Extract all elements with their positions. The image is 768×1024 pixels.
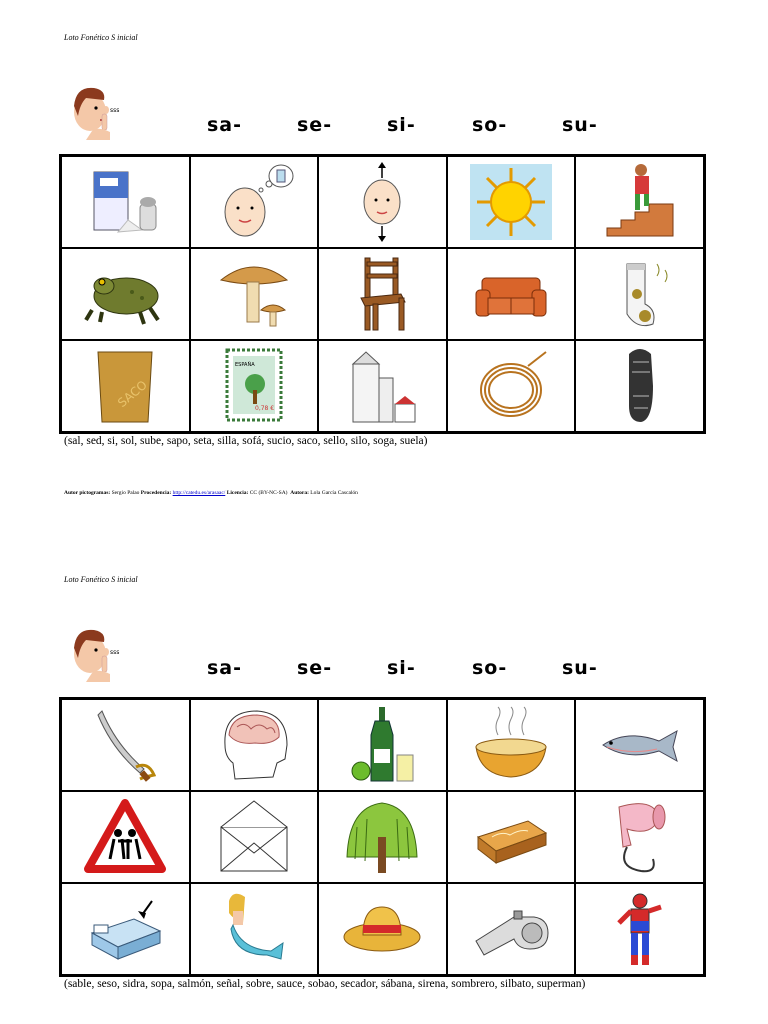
picture-cell[interactable] (575, 340, 704, 432)
cider-icon (339, 705, 425, 785)
picture-cell[interactable] (575, 883, 704, 975)
dirty-sock-icon (597, 254, 683, 334)
header-title: Loto Fonético S inicial (64, 575, 138, 584)
sofa-icon (468, 254, 554, 334)
picture-cell[interactable] (447, 883, 576, 975)
picture-cell[interactable] (190, 248, 319, 340)
syllable-se: se- (297, 657, 333, 679)
syllable-se: se- (297, 114, 333, 136)
brain-icon (211, 705, 297, 785)
syllable-so: so- (472, 114, 508, 136)
picture-cell[interactable] (575, 791, 704, 883)
syllable-su: su- (562, 657, 598, 679)
picture-cell[interactable] (190, 791, 319, 883)
sun-icon (468, 162, 554, 242)
warning-sign-icon (82, 797, 168, 877)
willow-icon (339, 797, 425, 877)
syllable-sa: sa- (207, 114, 243, 136)
picture-cell[interactable] (61, 883, 190, 975)
picture-cell[interactable] (61, 340, 190, 432)
syllable-si: si- (387, 657, 416, 679)
syllable-row (0, 114, 768, 144)
syllable-so: so- (472, 657, 508, 679)
picture-cell[interactable] (318, 248, 447, 340)
picture-cell[interactable] (575, 156, 704, 248)
toad-icon (82, 254, 168, 334)
svg-text:SACO: SACO (115, 377, 151, 411)
picture-cell[interactable] (447, 340, 576, 432)
svg-text:sss: sss (110, 107, 120, 114)
yes-head-icon (339, 162, 425, 242)
mermaid-icon (211, 889, 297, 969)
climbing-stairs-icon (597, 162, 683, 242)
stamp-icon (211, 346, 297, 426)
hat-icon (339, 889, 425, 969)
picture-cell[interactable] (575, 699, 704, 791)
picture-cell[interactable] (447, 156, 576, 248)
sack-icon (82, 346, 168, 426)
picture-cell[interactable] (61, 699, 190, 791)
header-title: Loto Fonético S inicial (64, 33, 138, 42)
picture-cell[interactable] (318, 340, 447, 432)
picture-cell[interactable] (61, 156, 190, 248)
picture-cell[interactable] (318, 699, 447, 791)
shoe-sole-icon (597, 346, 683, 426)
hair-dryer-icon (597, 797, 683, 877)
svg-text:0,78 €: 0,78 € (254, 405, 274, 412)
loto-card-1 (59, 154, 706, 434)
picture-cell[interactable] (447, 791, 576, 883)
source-link[interactable]: http://catedu.es/arasaac/ (172, 490, 226, 496)
picture-cell[interactable] (318, 791, 447, 883)
picture-cell[interactable] (318, 156, 447, 248)
picture-cell[interactable] (447, 248, 576, 340)
picture-cell[interactable] (190, 883, 319, 975)
whistle-icon (468, 889, 554, 969)
picture-cell[interactable] (190, 340, 319, 432)
envelope-icon (211, 797, 297, 877)
picture-cell[interactable] (190, 156, 319, 248)
picture-cell[interactable] (61, 248, 190, 340)
picture-cell[interactable] (447, 699, 576, 791)
svg-text:ESPAÑA: ESPAÑA (234, 362, 255, 368)
syllable-sa: sa- (207, 657, 243, 679)
loto-card-2 (59, 697, 706, 977)
soup-icon (468, 705, 554, 785)
thirst-icon (211, 162, 297, 242)
syllable-row (0, 657, 768, 687)
syllable-su: su- (562, 114, 598, 136)
silo-icon (339, 346, 425, 426)
bed-sheet-icon (82, 889, 168, 969)
salt-icon (82, 162, 168, 242)
sponge-cake-icon (468, 797, 554, 877)
rope-icon (468, 346, 554, 426)
credits-line: Autor pictogramas: Sergio Palao Procedencia: http://catedu.es/arasaac/ Licencia: CC (BY-NC-SA) Autora: Lola García Cascalón (64, 490, 358, 496)
word-list: (sable, seso, sidra, sopa, salmón, señal, sobre, sauce, sobao, secador, sábana, sirena, sombrero, silbato, superman) (64, 978, 586, 990)
picture-cell[interactable] (318, 883, 447, 975)
syllable-si: si- (387, 114, 416, 136)
picture-cell[interactable] (190, 699, 319, 791)
salmon-icon (597, 705, 683, 785)
picture-cell[interactable] (575, 248, 704, 340)
chair-icon (339, 254, 425, 334)
superman-icon (597, 889, 683, 969)
mushroom-icon (211, 254, 297, 334)
svg-text:sss: sss (110, 649, 120, 656)
sabre-icon (82, 705, 168, 785)
picture-cell[interactable] (61, 791, 190, 883)
word-list: (sal, sed, si, sol, sube, sapo, seta, silla, sofá, sucio, saco, sello, silo, soga, suela) (64, 435, 428, 447)
